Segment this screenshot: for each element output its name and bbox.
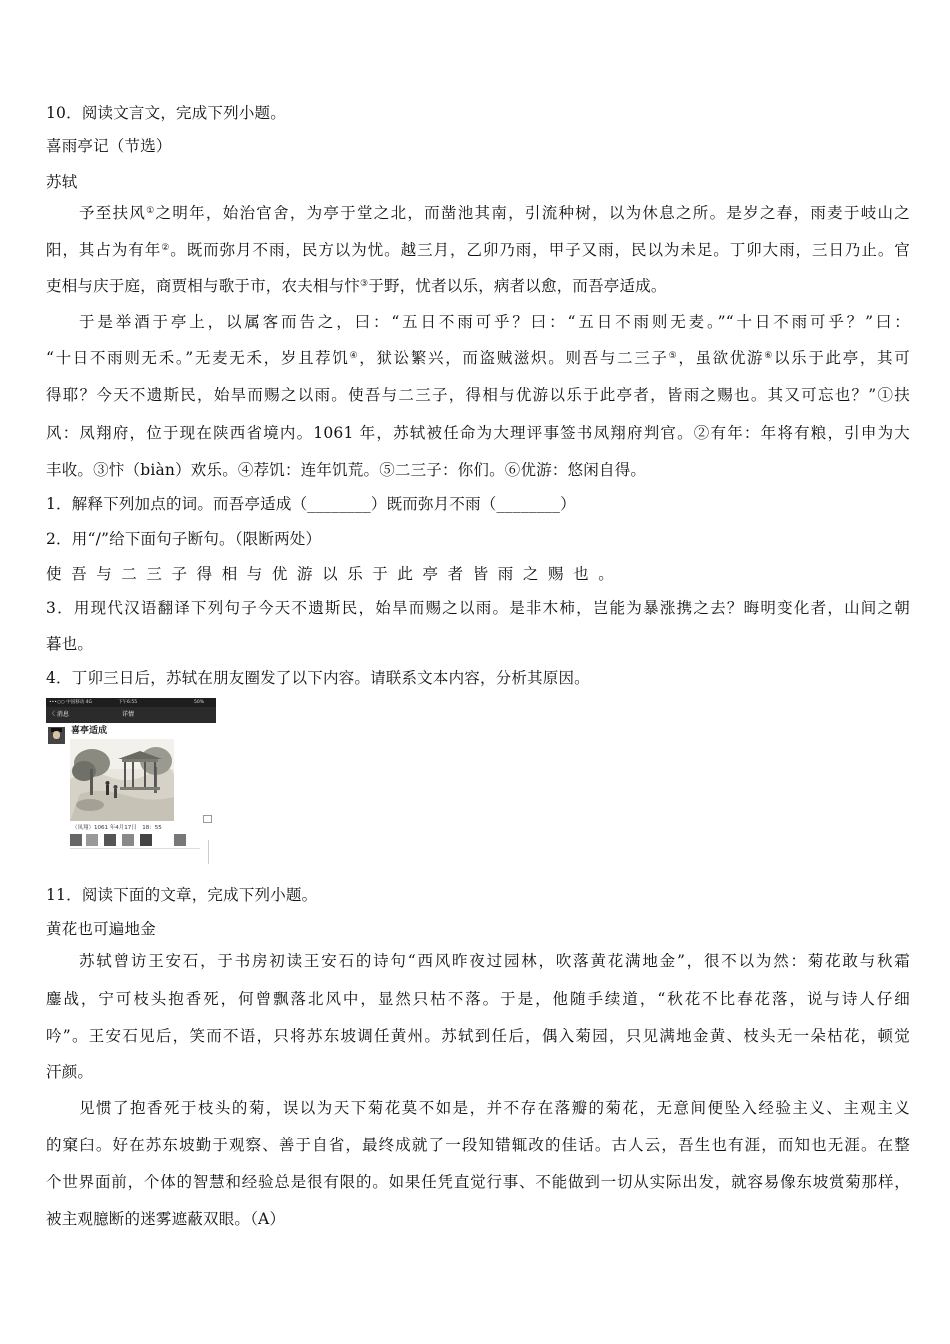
passage-author: 苏轼 (46, 173, 78, 191)
post-caption: （凤翔）1061 年4月17日 18：55 (72, 825, 162, 831)
clock-text: 下午6:55 (118, 700, 138, 705)
comment-icon (203, 815, 212, 823)
battery-text: 50% (194, 700, 205, 705)
article-p2-line-3: 个世界面前，个体的智慧和经验总是很有限的。如果任凭直觉行事、不能做到一切从实际出发，就容易像东坡赏菊那样， (46, 1173, 910, 1191)
question-10-title: 10．阅读文言文，完成下列小题。 (46, 104, 286, 122)
paragraph-1-line-2: 阳，其占为有年②。既而弥月不雨，民方以为忧。越三月，乙卯乃雨，甲子又雨，民以为未足。丁卯大雨，三日乃止。官 (46, 241, 910, 259)
sub-question-1: 1．解释下列加点的词。而吾亭适成（________）既而弥月不雨（________） (46, 495, 576, 513)
post-title: 喜亭适成 (71, 726, 108, 736)
article-p1-line-3: 吟”。王安石见后，笑而不语，只将苏东坡调任黄州。苏轼到任后，偶入菊园，只见满地金黄、枝头无一朵枯花，顿觉 (46, 1027, 910, 1045)
footnotes-line: 丰收。③忭（biàn）欢乐。④荐饥：连年饥荒。⑤二三子：你们。⑥优游：悠闲自得。 (46, 461, 647, 479)
paragraph-2-line-3: 得耶？今天不遗斯民，始旱而赐之以雨。使吾与二三子，得相与优游以乐于此亭者，皆雨之赐也。其又可忘也？”①扶 (46, 386, 910, 404)
sub-question-3-line-2: 暮也。 (46, 635, 94, 653)
sub-question-4: 4．丁卯三日后，苏轼在朋友圈发了以下内容。请联系文本内容，分析其原因。 (46, 669, 590, 687)
passage-title: 喜雨亭记（节选） (46, 137, 172, 155)
back-button: 〈 消息 (49, 711, 69, 718)
paragraph-1-line-3: 吏相与庆于庭，商贾相与歌于市，农夫相与忭③于野，忧者以乐，病者以愈，而吾亭适成。 (46, 277, 667, 295)
avatar (48, 727, 65, 744)
article-p1-line-1: 苏轼曾访王安石，于书房初读王安石的诗句“西风昨夜过园林，吹落黄花满地金”，很不以为然：菊花敢与秋霜 (79, 952, 910, 970)
phone-status-bar (46, 698, 216, 707)
sub-question-3-line-1: 3．用现代汉语翻译下列句子今天不遗斯民，始旱而赐之以雨。是非木柿，岂能为暴涨携之去？晦明变化者，山间之朝 (46, 599, 910, 617)
moments-screenshot (46, 698, 216, 866)
article-p1-line-4: 汗颜。 (46, 1063, 94, 1081)
article-p2-line-4: 被主观臆断的迷雾遮蔽双眼。（A） (46, 1210, 286, 1228)
paragraph-2-line-1: 于是举酒于亭上，以属客而告之，曰：“五日不雨可乎？曰：“五日不雨则无麦。”“十日不雨可乎？”曰： (79, 313, 910, 331)
article-title: 黄花也可遍地金 (46, 920, 156, 938)
article-p2-line-2: 的窠臼。好在苏东坡勤于观察、善于自省，最终成就了一段知错辄改的佳话。古人云，吾生也有涯，而知也无涯。在整 (46, 1136, 910, 1154)
sub-question-2: 2．用“/”给下面句子断句。（限断两处） (46, 530, 322, 548)
nav-title: 详情 (122, 711, 135, 718)
sub-question-2-sentence: 使吾与二三子得相与优游以乐于此亭者皆雨之赐也。 (46, 565, 624, 583)
article-p1-line-2: 鏖战，宁可枝头抱香死，何曾飘落北风中，显然只枯不落。于是，他随手续道，“秋花不比春花落，说与诗人仔细 (46, 990, 910, 1008)
paragraph-2-line-4: 风：凤翔府，位于现在陕西省境内。1061 年，苏轼被任命为大理评事签书凤翔府判官。②有年：年将有粮，引申为大 (46, 424, 910, 442)
carrier-text: •••○○ 中国移动 4G (49, 700, 93, 705)
like-avatars (70, 834, 200, 846)
article-p2-line-1: 见惯了抱香死于枝头的菊，误以为天下菊花莫不如是，并不存在落瓣的菊花，无意间便坠入经验主义、主观主义 (79, 1099, 910, 1117)
paragraph-1-line-1: 予至扶风①之明年，始治官舍，为亭于堂之北，而凿池其南，引流种树，以为休息之所。是岁之春，雨麦于岐山之 (79, 204, 910, 222)
landscape-painting-image (70, 739, 174, 821)
question-11-title: 11．阅读下面的文章，完成下列小题。 (46, 886, 318, 904)
paragraph-2-line-2: “十日不雨则无禾。”无麦无禾，岁且荐饥④，狱讼繁兴，而盗贼滋炽。则吾与二三子⑤，虽欲优游⑥以乐于此亭，其可 (46, 349, 910, 367)
phone-nav-bar (46, 707, 216, 723)
